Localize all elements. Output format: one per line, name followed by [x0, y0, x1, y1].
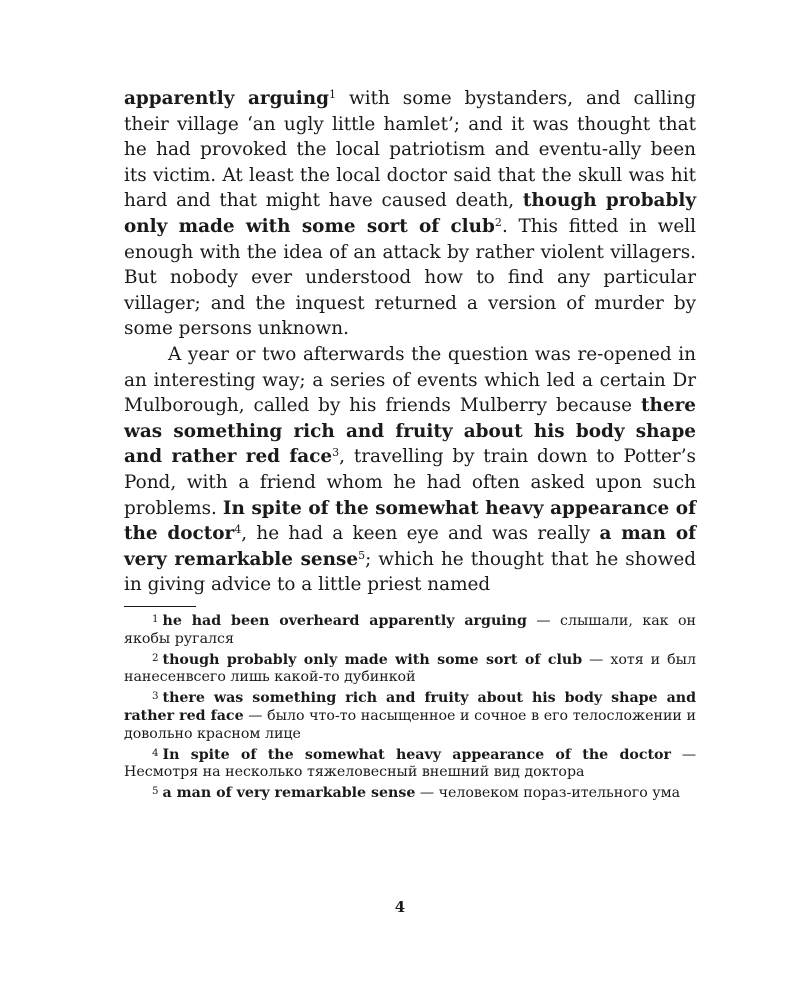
- footnote-term: In spite of the somewhat heavy appearance of the doctor: [162, 746, 671, 763]
- footnote-number: 3: [152, 691, 159, 703]
- gloss-term-4: In spite of the somewhat heavy appearance of the doctor: [124, 497, 696, 545]
- footnote-dash: —: [670, 746, 697, 763]
- paragraph-text: with some bystanders, and calling their village ‘an ugly little hamlet’; and it was thought that he had provoked the local patriotism and eventu-ally been its victim. At least the local doctor said that the skull was hit hard and that might have caused death,: [124, 88, 696, 212]
- footnote-dash: —: [582, 651, 611, 668]
- footnote-translation: было что-то насыщенное и сочное в его телосложении и довольно красном лице: [124, 708, 696, 742]
- footnote-term: though probably only made with some sort of club: [162, 651, 583, 668]
- footnote-number: 5: [152, 786, 159, 798]
- footnote-ref-5: 5: [358, 548, 366, 562]
- footnote-ref-3: 3: [332, 446, 340, 460]
- footnote-dash: —: [526, 612, 561, 629]
- paragraph-1: [124, 86, 696, 342]
- paragraph-text: , he had a keen eye and was really: [241, 523, 600, 545]
- footnotes: [124, 611, 696, 803]
- footnote-5: [124, 783, 696, 803]
- footnote-dash: —: [415, 785, 439, 802]
- footnote-dash: —: [243, 708, 268, 725]
- footnote-term: a man of very remarkable sense: [162, 785, 416, 802]
- footnote-number: 2: [152, 652, 159, 664]
- footnote-translation: Несмотря на несколько тяжеловесный внешний вид доктора: [124, 764, 585, 781]
- footnote-ref-2: 2: [494, 215, 502, 229]
- paragraph-text: A year or two afterwards the question was re-opened in an interesting way; a series of events which led a certain Dr Mulborough, called by his friends Mulberry because: [124, 343, 696, 417]
- footnote-ref-1: 1: [329, 87, 337, 101]
- footnote-number: 4: [152, 747, 159, 759]
- paragraph-text: ; which he thought that he showed in giving advice to a little priest named: [124, 548, 696, 596]
- footnote-term: there was something rich and fruity about his body shape and rather red face: [124, 690, 696, 725]
- footnote-translation: хотя и был нанесенвсего лишь какой-то дубинкой: [124, 651, 696, 686]
- footnote-number: 1: [152, 613, 159, 625]
- footnote-translation: человеком пораз-ительного ума: [438, 785, 681, 802]
- page-content: [124, 86, 696, 805]
- footnote-ref-4: 4: [234, 523, 242, 537]
- footnote-1: [124, 611, 696, 648]
- body-text: [124, 86, 696, 598]
- footnote-divider: [124, 606, 196, 607]
- paragraph-text: , travelling by train down to Potter’s Pond, with a friend whom he had often asked upon such problems.: [124, 446, 696, 519]
- gloss-term-2: though probably only made with some sort of club: [124, 190, 697, 237]
- gloss-term-3: there was something rich and fruity about his body shape and rather red face: [124, 395, 696, 468]
- paragraph-text: . This fitted in well enough with the idea of an attack by rather violent villagers. But nobody ever understood how to find any particular villager; and the inquest returned a version of murder by some persons unknown.: [124, 215, 696, 340]
- page-number: 4: [394, 898, 406, 916]
- paragraph-2: [124, 342, 696, 598]
- gloss-term-5: a man of very remarkable sense: [124, 523, 696, 570]
- gloss-term-1: apparently arguing: [124, 88, 330, 109]
- footnote-3: [124, 688, 696, 743]
- footnote-2: [124, 650, 696, 687]
- footnote-term: he had been overheard apparently arguing: [162, 612, 527, 629]
- footnote-4: [124, 745, 696, 782]
- footnote-translation: слышали, как он якобы ругался: [124, 612, 696, 647]
